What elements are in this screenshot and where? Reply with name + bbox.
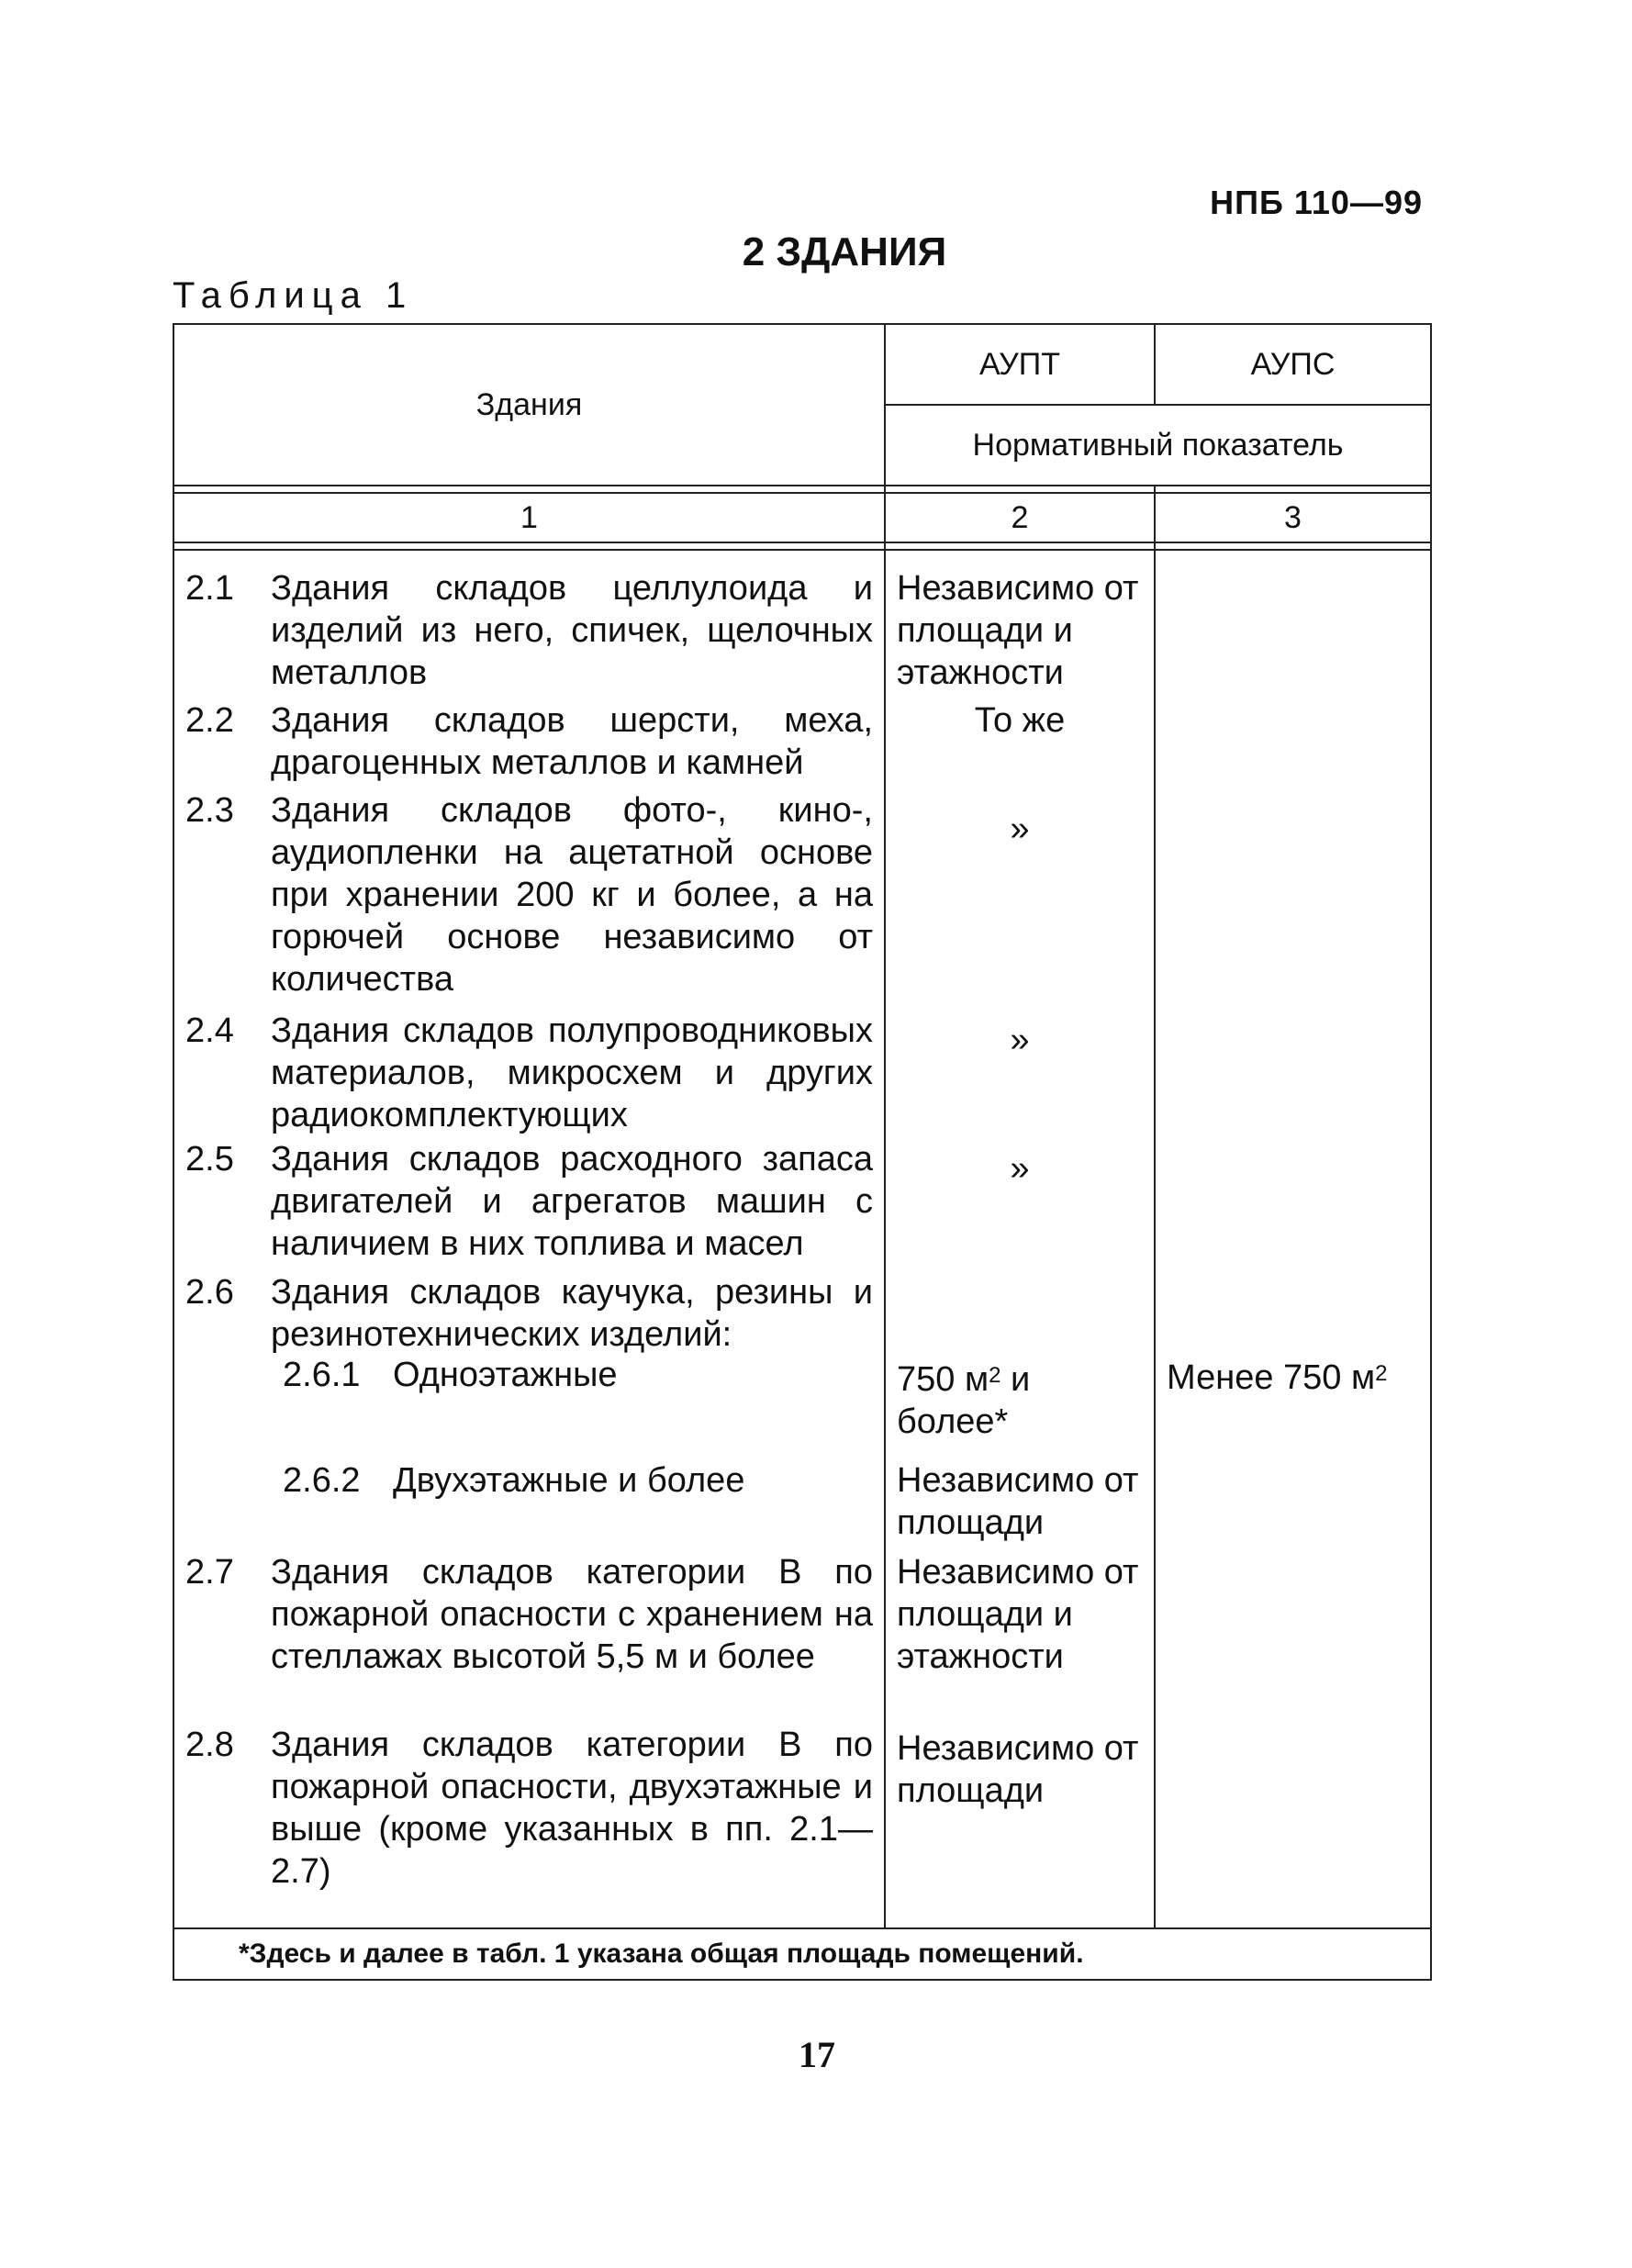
column-number-1: 1 bbox=[173, 493, 885, 542]
aupt-value-main: 750 м bbox=[897, 1360, 989, 1399]
section-title: 2 ЗДАНИЯ bbox=[742, 229, 947, 274]
aupt-value: То же bbox=[974, 701, 1066, 740]
aupt-value: » bbox=[1010, 1021, 1030, 1059]
header-normative-indicator: Нормативный показатель bbox=[885, 405, 1431, 486]
row-text: Здания складов целлулоида и изделий из него, спичек, щелочных металлов bbox=[271, 569, 873, 692]
row-text: Здания складов фото-, кино-, аудиопленки на ацетатной основе при хранении 200 кг и более, а на горючей основе независимо от количества bbox=[271, 791, 873, 999]
aupt-value: Независимо от площади и этажности bbox=[897, 569, 1139, 692]
aupt-value-tail: и более* bbox=[897, 1360, 1031, 1441]
aups-value bbox=[1167, 1357, 1423, 1399]
row-number: 2.8 bbox=[185, 1726, 234, 1764]
row-number: 2.4 bbox=[185, 1011, 234, 1050]
header-buildings: Здания bbox=[173, 324, 885, 486]
aupt-value: Независимо от площади bbox=[897, 1461, 1139, 1542]
row-number: 2.6.1 bbox=[283, 1356, 361, 1394]
aupt-column bbox=[885, 550, 1155, 1928]
aupt-value: Независимо от площади bbox=[897, 1729, 1139, 1810]
row-text: Здания складов категории В по пожарной опасности с хранением на стеллажах высотой 5,5 м и более bbox=[271, 1553, 873, 1676]
row-text: Здания складов расходного запаса двигателей и агрегатов машин с наличием в них топлива и масел bbox=[271, 1140, 873, 1263]
row-number: 2.6 bbox=[185, 1273, 234, 1312]
header-aups: АУПС bbox=[1155, 324, 1431, 405]
table-caption: Таблица 1 bbox=[173, 275, 414, 316]
row-text: Двухэтажные и более bbox=[393, 1461, 745, 1500]
aups-value-main: Менее 750 м bbox=[1167, 1358, 1376, 1397]
footnote-text: *Здесь и далее в табл. 1 указана общая площадь помещений. bbox=[239, 1938, 1084, 1969]
aupt-value bbox=[897, 1358, 1146, 1443]
header-aupt: АУПТ bbox=[885, 324, 1155, 405]
table-footnote bbox=[173, 1928, 1431, 1980]
row-text: Здания складов каучука, резины и резинотехнических изделий: bbox=[271, 1273, 873, 1354]
document-code: НПБ 110—99 bbox=[1210, 184, 1423, 221]
aupt-value: » bbox=[1010, 1149, 1030, 1188]
row-number: 2.6.2 bbox=[283, 1461, 361, 1500]
row-number: 2.7 bbox=[185, 1553, 234, 1592]
aupt-value: Независимо от площади и этажности bbox=[897, 1553, 1139, 1676]
row-number: 2.5 bbox=[185, 1140, 234, 1179]
aupt-value-superscript: 2 bbox=[989, 1363, 1001, 1388]
aupt-value: » bbox=[1010, 810, 1030, 848]
aups-value-superscript: 2 bbox=[1375, 1361, 1388, 1386]
column-number-3: 3 bbox=[1155, 493, 1431, 542]
row-number: 2.3 bbox=[185, 791, 234, 830]
row-number: 2.2 bbox=[185, 701, 234, 740]
row-text: Здания складов полупроводниковых материалов, микросхем и других радиокомплектующих bbox=[271, 1011, 873, 1134]
column-number-2: 2 bbox=[885, 493, 1155, 542]
row-text: Здания складов шерсти, меха, драгоценных металлов и камней bbox=[271, 701, 873, 782]
row-number: 2.1 bbox=[185, 569, 234, 608]
buildings-column bbox=[173, 550, 885, 1928]
row-text: Одноэтажные bbox=[393, 1356, 618, 1394]
aups-column bbox=[1155, 550, 1431, 1928]
row-text: Здания складов категории В по пожарной опасности, двухэтажные и выше (кроме указанных в пп. 2.1—2.7) bbox=[271, 1726, 873, 1891]
buildings-table bbox=[173, 323, 1432, 1981]
page-number: 17 bbox=[799, 2034, 835, 2075]
